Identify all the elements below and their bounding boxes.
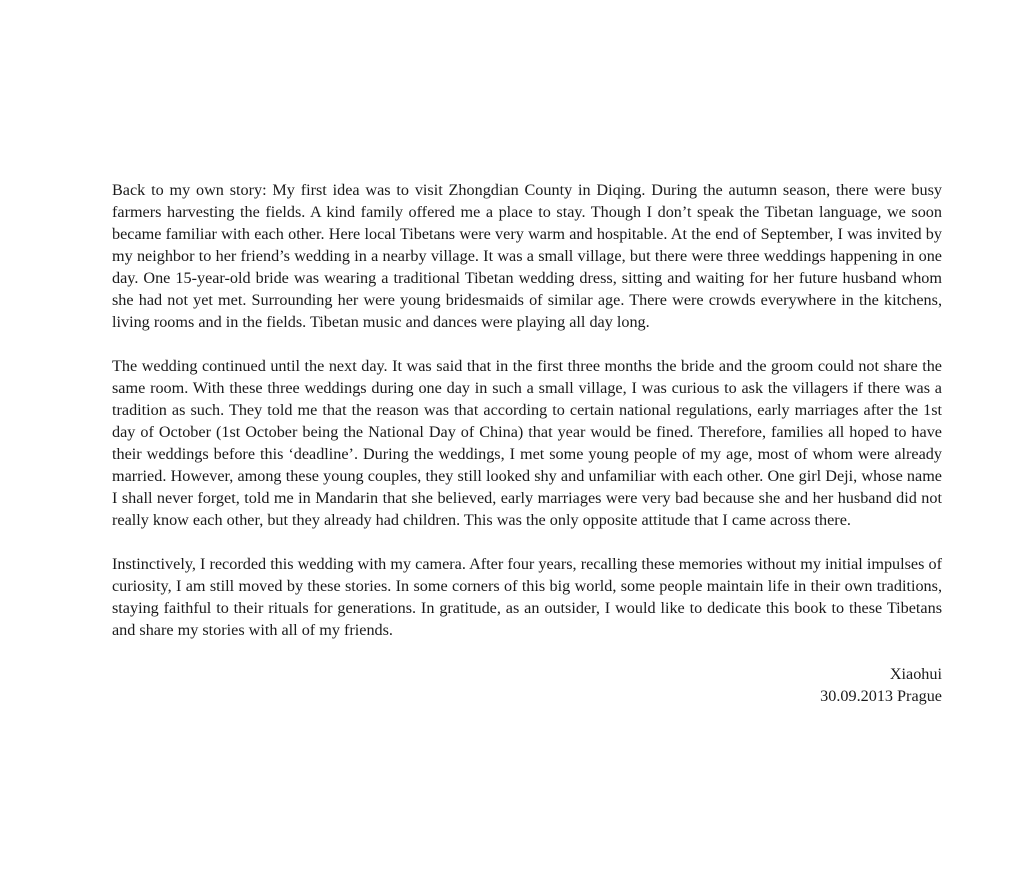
document-body [112, 179, 942, 707]
paragraph-3: Instinctively, I recorded this wedding with my camera. After four years, recalling these memories without my initial impulses of curiosity, I am still moved by these stories. In some corners of this big world, some people maintain life in their own traditions, staying faithful to their rituals for generations. In gratitude, as an outsider, I would like to dedicate this book to these Tibetans and share my stories with all of my friends. [112, 555, 942, 639]
date-place: 30.09.2013 Prague [820, 687, 942, 705]
author-name: Xiaohui [889, 665, 942, 683]
paragraph-1: Back to my own story: My first idea was to visit Zhongdian County in Diqing. During the autumn season, there were busy farmers harvesting the fields. A kind family offered me a place to stay. Though I don’t speak the Tibetan language, we soon became familiar with each other. Here local Tibetans were very warm and hospitable. At the end of September, I was invited by my neighbor to her friend’s wedding in a nearby village. It was a small village, but there were three weddings happening in one day. One 15-year-old bride was wearing a traditional Tibetan wedding dress, sitting and waiting for her future husband whom she had not yet met. Surrounding her were young bridesmaids of similar age. There were crowds everywhere in the kitchens, living rooms and in the fields. Tibetan music and dances were playing all day long. [112, 181, 942, 331]
paragraph-2: The wedding continued until the next day. It was said that in the first three months the bride and the groom could not share the same room. With these three weddings during one day in such a small village, I was curious to ask the villagers if there was a tradition as such. They told me that the reason was that according to certain national regulations, early marriages after the 1st day of October (1st October being the National Day of China) that year would be fined. Therefore, families all hoped to have their weddings before this ‘deadline’. During the weddings, I met some young people of my age, most of whom were already married. However, among these young couples, they still looked shy and unfamiliar with each other. One girl Deji, whose name I shall never forget, told me in Mandarin that she believed, early marriages were very bad because she and her husband did not really know each other, but they already had children. This was the only opposite attitude that I came across there. [112, 357, 942, 529]
signature-block [112, 663, 942, 707]
